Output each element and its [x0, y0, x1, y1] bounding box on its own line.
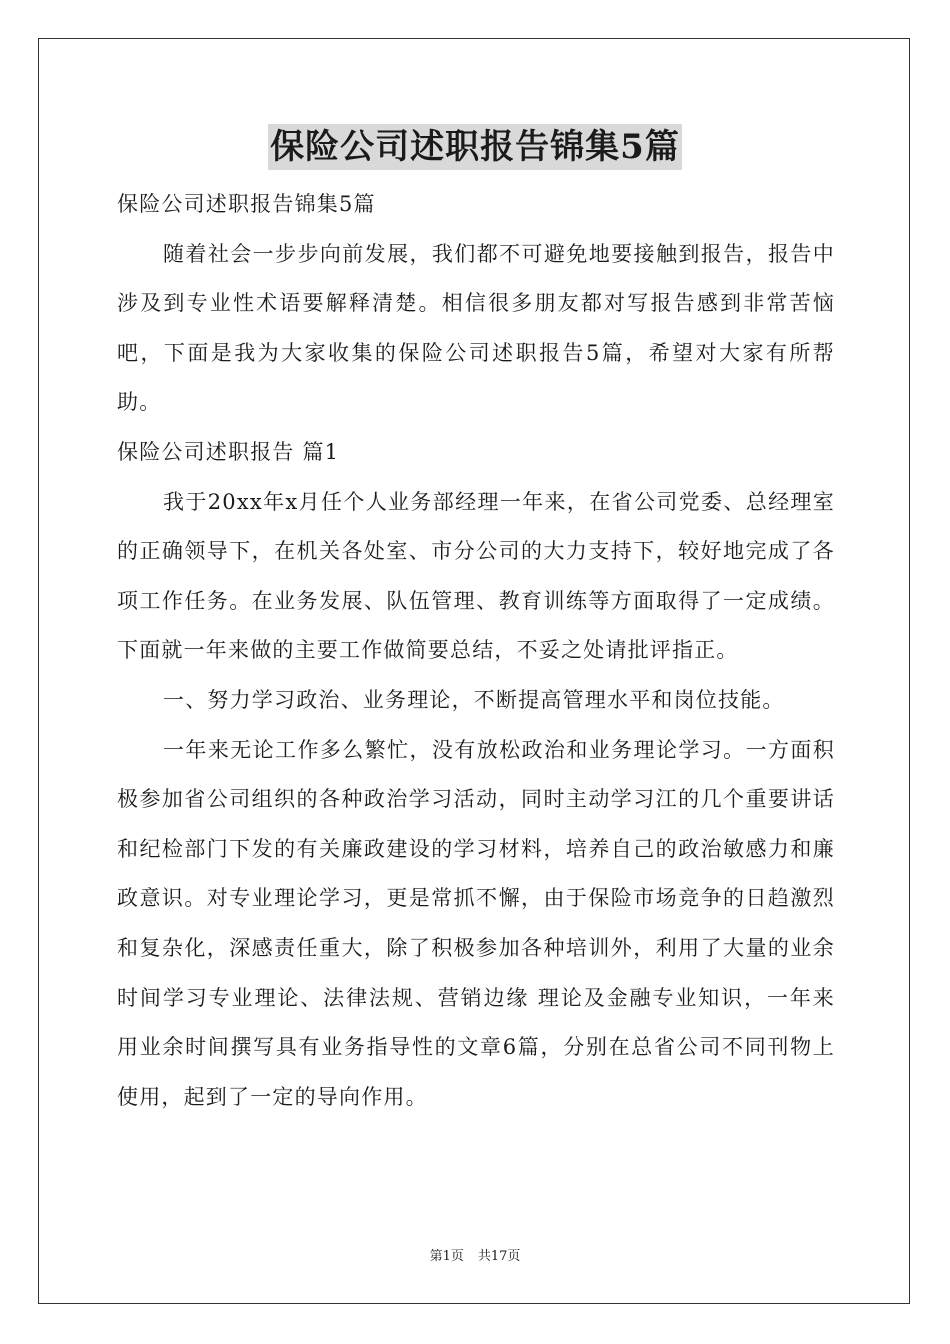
- page-footer: [0, 1248, 950, 1266]
- document-title: 保险公司述职报告锦集5篇: [268, 124, 682, 170]
- intro-paragraph: 随着社会一步步向前发展，我们都不可避免地要接触到报告，报告中涉及到专业性术语要解释清楚。相信很多朋友都对写报告感到非常苦恼吧，下面是我为大家收集的保险公司述职报告5篇，希望对大家有所帮助。: [117, 241, 835, 415]
- body-paragraph: 我于20xx年x月任个人业务部经理一年来，在省公司党委、总经理室的正确领导下，在机关各处室、市分公司的大力支持下，较好地完成了各项工作任务。在业务发展、队伍管理、教育训练等方面取得了一定成绩。下面就一年来做的主要工作做简要总结，不妥之处请批评指正。: [117, 489, 835, 663]
- body-paragraph: 一年来无论工作多么繁忙，没有放松政治和业务理论学习。一方面积极参加省公司组织的各种政治学习活动，同时主动学习江的几个重要讲话和纪检部门下发的有关廉政建设的学习材料，培养自己的政治敏感力和廉政意识。对专业理论学习，更是常抓不懈，由于保险市场竞争的日趋激烈和复杂化，深感责任重大，除了积极参加各种培训外，利用了大量的业余时间学习专业理论、法律法规、营销边缘 理论及金融专业知识，一年来用业余时间撰写具有业务指导性的文章6篇，分别在总省公司不同刊物上使用，起到了一定的导向作用。: [117, 737, 835, 1109]
- point-heading: 一、努力学习政治、业务理论，不断提高管理水平和岗位技能。: [163, 687, 785, 712]
- document-body: [117, 180, 835, 1122]
- section-heading: 保险公司述职报告 篇1: [117, 439, 340, 464]
- page-number: 第1页: [429, 1249, 464, 1264]
- title-area: [0, 124, 950, 170]
- page-total: 共17页: [477, 1249, 521, 1264]
- subtitle-line: 保险公司述职报告锦集5篇: [117, 192, 376, 216]
